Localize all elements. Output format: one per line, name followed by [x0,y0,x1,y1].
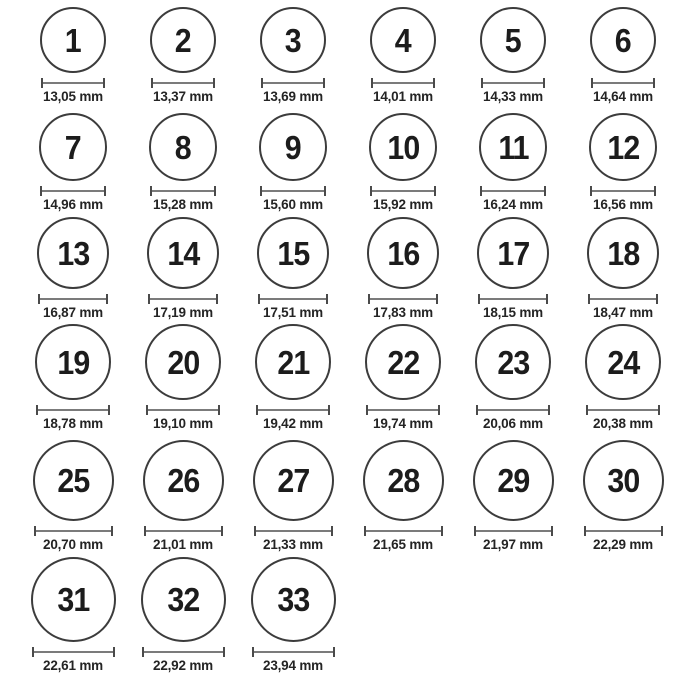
measure-bar [476,530,551,532]
ring-size-item [348,324,458,431]
diameter-label: 16,56 mm [593,197,653,212]
measure-bar [254,651,333,653]
ring-size-item [18,324,128,431]
ring-size-number: 27 [277,462,309,499]
measure-bar [146,530,221,532]
ring-circle [479,113,547,181]
ring-size-item [458,113,568,212]
diameter-label: 13,37 mm [153,89,213,104]
ring-circle [141,557,226,642]
ring-size-item [458,324,568,431]
ring-size-item [238,7,348,104]
diameter-label: 14,01 mm [373,89,433,104]
diameter-measure-line [371,78,435,88]
ring-size-item [568,113,678,212]
ring-size-number: 4 [395,21,411,59]
diameter-measure-line [146,405,220,415]
ring-size-number: 25 [57,462,89,499]
measure-bar [263,82,323,84]
measure-bar [370,298,436,300]
ring-size-number: 28 [387,462,419,499]
diameter-measure-line [40,186,106,196]
ring-size-item [18,217,128,320]
diameter-measure-line [590,186,656,196]
ring-circle [589,113,657,181]
ring-size-item [128,217,238,320]
diameter-label: 22,61 mm [43,658,103,673]
ring-size-number: 26 [167,462,199,499]
ring-size-item [128,440,238,552]
chart-row [0,327,700,440]
ring-circle [145,324,221,400]
diameter-label: 17,83 mm [373,305,433,320]
diameter-measure-line [258,294,328,304]
diameter-label: 21,97 mm [483,537,543,552]
ring-circle [583,440,664,521]
ring-circle [477,217,549,289]
diameter-label: 18,47 mm [593,305,653,320]
ring-circle [473,440,554,521]
ring-circle [370,7,436,73]
diameter-measure-line [368,294,438,304]
ring-circle [260,7,326,73]
measure-bar [38,409,108,411]
ring-size-item [458,7,568,104]
diameter-label: 15,92 mm [373,197,433,212]
ring-size-number: 14 [167,234,199,272]
ring-size-number: 12 [607,128,639,166]
ring-size-number: 15 [277,234,309,272]
ring-circle [367,217,439,289]
ring-size-item [568,324,678,431]
ring-size-item [128,324,238,431]
ring-size-item [458,440,568,552]
diameter-measure-line [151,78,215,88]
measure-bar [144,651,223,653]
measure-bar [262,190,324,192]
diameter-measure-line [588,294,658,304]
diameter-label: 20,38 mm [593,416,653,431]
ring-size-item [18,440,128,552]
measure-bar [256,530,331,532]
diameter-label: 14,96 mm [43,197,103,212]
ring-size-number: 13 [57,234,89,272]
ring-size-number: 1 [65,21,81,59]
ring-circle [143,440,224,521]
diameter-label: 22,92 mm [153,658,213,673]
diameter-measure-line [364,526,443,536]
ring-circle [147,217,219,289]
measure-bar [592,190,654,192]
diameter-measure-line [260,186,326,196]
ring-size-item [568,440,678,552]
ring-size-item [238,440,348,552]
diameter-measure-line [584,526,663,536]
diameter-measure-line [38,294,108,304]
diameter-label: 23,94 mm [263,658,323,673]
diameter-measure-line [476,405,550,415]
diameter-measure-line [366,405,440,415]
ring-circle [35,324,111,400]
ring-size-number: 33 [277,581,309,618]
chart-row [0,0,700,110]
ring-size-item [128,557,238,673]
ring-size-item [568,217,678,320]
measure-bar [152,190,214,192]
diameter-measure-line [148,294,218,304]
diameter-label: 21,65 mm [373,537,433,552]
ring-circle [585,324,661,400]
ring-size-item [238,324,348,431]
ring-circle [253,440,334,521]
diameter-label: 14,33 mm [483,89,543,104]
diameter-label: 15,28 mm [153,197,213,212]
diameter-measure-line [478,294,548,304]
ring-size-number: 30 [607,462,639,499]
ring-size-number: 17 [497,234,529,272]
ring-size-number: 2 [175,21,191,59]
ring-circle [257,217,329,289]
ring-circle [150,7,216,73]
diameter-measure-line [256,405,330,415]
measure-bar [148,409,218,411]
ring-size-item [238,113,348,212]
measure-bar [34,651,113,653]
ring-size-item [18,113,128,212]
ring-size-number: 29 [497,462,529,499]
diameter-measure-line [586,405,660,415]
ring-circle [33,440,114,521]
diameter-measure-line [36,405,110,415]
diameter-label: 14,64 mm [593,89,653,104]
ring-circle [149,113,217,181]
diameter-measure-line [144,526,223,536]
diameter-label: 16,87 mm [43,305,103,320]
chart-row [0,218,700,327]
measure-bar [593,82,653,84]
diameter-label: 15,60 mm [263,197,323,212]
diameter-label: 17,19 mm [153,305,213,320]
diameter-label: 16,24 mm [483,197,543,212]
ring-size-number: 32 [167,581,199,618]
measure-bar [150,298,216,300]
measure-bar [480,298,546,300]
diameter-measure-line [41,78,105,88]
ring-size-item [128,113,238,212]
diameter-label: 17,51 mm [263,305,323,320]
measure-bar [586,530,661,532]
ring-size-item [18,557,128,673]
diameter-measure-line [142,647,225,657]
diameter-measure-line [480,186,546,196]
diameter-label: 18,78 mm [43,416,103,431]
ring-size-number: 19 [57,343,89,381]
diameter-label: 13,05 mm [43,89,103,104]
ring-size-item [348,440,458,552]
ring-size-item [238,217,348,320]
ring-size-item [568,7,678,104]
ring-circle [365,324,441,400]
ring-size-item [18,7,128,104]
ring-size-number: 23 [497,343,529,381]
diameter-measure-line [34,526,113,536]
ring-size-number: 9 [285,128,301,166]
ring-circle [369,113,437,181]
diameter-measure-line [370,186,436,196]
diameter-measure-line [261,78,325,88]
diameter-label: 19,74 mm [373,416,433,431]
measure-bar [43,82,103,84]
ring-size-number: 11 [497,128,529,166]
ring-size-number: 16 [387,234,419,272]
diameter-label: 20,06 mm [483,416,543,431]
ring-size-number: 31 [57,581,89,618]
measure-bar [40,298,106,300]
ring-size-item [348,217,458,320]
ring-size-number: 3 [285,21,301,59]
diameter-measure-line [591,78,655,88]
ring-size-number: 18 [607,234,639,272]
measure-bar [153,82,213,84]
ring-circle [363,440,444,521]
ring-size-number: 5 [505,21,521,59]
ring-size-number: 21 [277,343,309,381]
measure-bar [366,530,441,532]
ring-circle [259,113,327,181]
ring-size-number: 24 [607,343,639,381]
diameter-label: 19,42 mm [263,416,323,431]
diameter-label: 22,29 mm [593,537,653,552]
ring-circle [40,7,106,73]
ring-size-item [348,7,458,104]
diameter-label: 21,33 mm [263,537,323,552]
ring-circle [475,324,551,400]
chart-row [0,110,700,218]
measure-bar [258,409,328,411]
ring-size-number: 22 [387,343,419,381]
diameter-measure-line [252,647,335,657]
measure-bar [478,409,548,411]
ring-circle [255,324,331,400]
ring-circle [587,217,659,289]
ring-size-number: 10 [387,128,419,166]
ring-circle [37,217,109,289]
ring-circle [590,7,656,73]
ring-size-item [348,113,458,212]
measure-bar [590,298,656,300]
measure-bar [483,82,543,84]
measure-bar [588,409,658,411]
measure-bar [372,190,434,192]
measure-bar [482,190,544,192]
ring-size-item [238,557,348,673]
measure-bar [42,190,104,192]
measure-bar [36,530,111,532]
chart-row [0,440,700,560]
ring-size-item [458,217,568,320]
ring-circle [39,113,107,181]
chart-row [0,560,700,700]
diameter-label: 21,01 mm [153,537,213,552]
measure-bar [373,82,433,84]
ring-size-item [128,7,238,104]
measure-bar [368,409,438,411]
ring-circle [31,557,116,642]
diameter-measure-line [474,526,553,536]
ring-size-number: 20 [167,343,199,381]
diameter-label: 20,70 mm [43,537,103,552]
diameter-measure-line [254,526,333,536]
ring-size-number: 6 [615,21,631,59]
measure-bar [260,298,326,300]
ring-circle [251,557,336,642]
ring-circle [480,7,546,73]
ring-size-number: 7 [65,128,81,166]
ring-size-number: 8 [175,128,191,166]
diameter-measure-line [150,186,216,196]
diameter-label: 18,15 mm [483,305,543,320]
diameter-measure-line [32,647,115,657]
diameter-label: 19,10 mm [153,416,213,431]
diameter-measure-line [481,78,545,88]
diameter-label: 13,69 mm [263,89,323,104]
